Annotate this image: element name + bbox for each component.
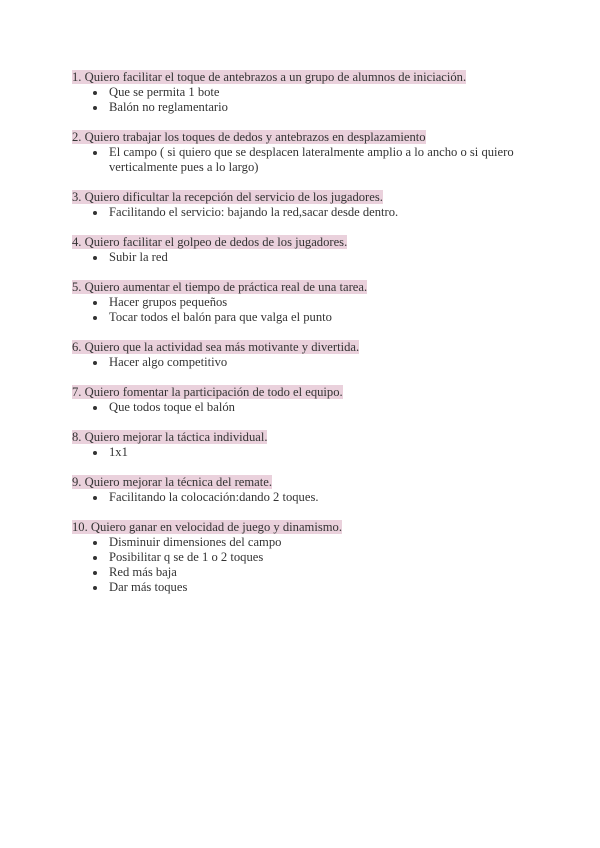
list-item: Que se permita 1 bote bbox=[72, 85, 534, 100]
highlighted-heading-text: 4. Quiero facilitar el golpeo de dedos de los jugadores. bbox=[72, 235, 348, 249]
list-item: Red más baja bbox=[72, 565, 534, 580]
section-3 bbox=[72, 190, 542, 220]
bullet-list bbox=[72, 145, 542, 175]
section-heading bbox=[72, 430, 542, 445]
highlighted-heading-text: 6. Quiero que la actividad sea más motivante y divertida. bbox=[72, 340, 360, 354]
section-8 bbox=[72, 430, 542, 460]
section-9 bbox=[72, 475, 542, 505]
section-4 bbox=[72, 235, 542, 265]
highlighted-heading-text: 3. Quiero dificultar la recepción del servicio de los jugadores. bbox=[72, 190, 383, 204]
bullet-list bbox=[72, 355, 542, 370]
section-heading bbox=[72, 520, 542, 535]
section-heading bbox=[72, 280, 542, 295]
highlighted-heading-text: 10. Quiero ganar en velocidad de juego y dinamismo. bbox=[72, 520, 342, 534]
highlighted-heading-text: 2. Quiero trabajar los toques de dedos y antebrazos en desplazamiento bbox=[72, 130, 426, 144]
list-item: Hacer grupos pequeños bbox=[72, 295, 534, 310]
section-6 bbox=[72, 340, 542, 370]
list-item: El campo ( si quiero que se desplacen lateralmente amplio a lo ancho o si quiero verticalmente pues a lo largo) bbox=[72, 145, 534, 175]
list-item: Que todos toque el balón bbox=[72, 400, 534, 415]
section-5 bbox=[72, 280, 542, 325]
list-item: Hacer algo competitivo bbox=[72, 355, 534, 370]
section-2 bbox=[72, 130, 542, 175]
list-item: Balón no reglamentario bbox=[72, 100, 534, 115]
highlighted-heading-text: 1. Quiero facilitar el toque de antebrazos a un grupo de alumnos de iniciación. bbox=[72, 70, 467, 84]
section-heading bbox=[72, 235, 542, 250]
section-heading bbox=[72, 130, 542, 145]
bullet-list bbox=[72, 400, 542, 415]
bullet-list bbox=[72, 490, 542, 505]
list-item: Disminuir dimensiones del campo bbox=[72, 535, 534, 550]
list-item: Dar más toques bbox=[72, 580, 534, 595]
section-10 bbox=[72, 520, 542, 595]
section-heading bbox=[72, 190, 542, 205]
section-heading bbox=[72, 475, 542, 490]
section-heading bbox=[72, 70, 542, 85]
bullet-list bbox=[72, 295, 542, 325]
bullet-list bbox=[72, 85, 542, 115]
section-heading bbox=[72, 385, 542, 400]
bullet-list bbox=[72, 205, 542, 220]
bullet-list bbox=[72, 535, 542, 595]
highlighted-heading-text: 7. Quiero fomentar la participación de todo el equipo. bbox=[72, 385, 343, 399]
highlighted-heading-text: 8. Quiero mejorar la táctica individual. bbox=[72, 430, 268, 444]
list-item: Tocar todos el balón para que valga el punto bbox=[72, 310, 534, 325]
list-item: Facilitando el servicio: bajando la red,sacar desde dentro. bbox=[72, 205, 534, 220]
bullet-list bbox=[72, 250, 542, 265]
highlighted-heading-text: 9. Quiero mejorar la técnica del remate. bbox=[72, 475, 272, 489]
document-body bbox=[72, 70, 542, 610]
bullet-list bbox=[72, 445, 542, 460]
list-item: Facilitando la colocación:dando 2 toques. bbox=[72, 490, 534, 505]
list-item: Posibilitar q se de 1 o 2 toques bbox=[72, 550, 534, 565]
list-item: Subir la red bbox=[72, 250, 534, 265]
section-1 bbox=[72, 70, 542, 115]
section-heading bbox=[72, 340, 542, 355]
section-7 bbox=[72, 385, 542, 415]
highlighted-heading-text: 5. Quiero aumentar el tiempo de práctica real de una tarea. bbox=[72, 280, 368, 294]
list-item: 1x1 bbox=[72, 445, 534, 460]
